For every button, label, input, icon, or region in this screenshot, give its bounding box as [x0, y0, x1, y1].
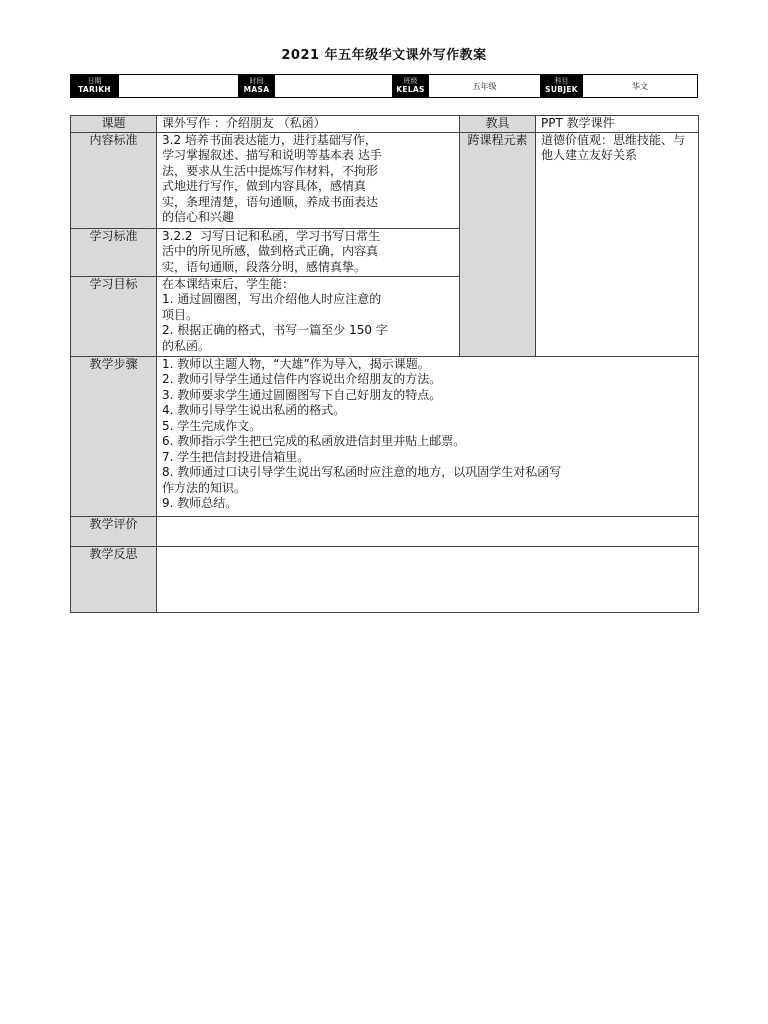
step-item: 7. 学生把信封投进信箱里。 [162, 449, 310, 464]
steps-value [157, 356, 699, 516]
class-value: 五年级 [429, 75, 541, 97]
step-item: 2. 教师引导学生通过信件内容说出介绍朋友的方法。 [162, 372, 442, 386]
content-standard-line: 3.2 培养书面表达能力，进行基础写作， [162, 132, 377, 147]
date-label [71, 75, 119, 97]
content-standard-value [157, 132, 460, 228]
step-item: 4. 教师引导学生说出私函的格式。 [162, 403, 346, 417]
objectives-line: 的私函。 [162, 338, 211, 353]
time-label-ms: MASA [243, 84, 270, 94]
class-label [393, 75, 429, 97]
subject-label-ms: SUBJEK [545, 84, 578, 94]
learning-standard-line: 3.2.2 习写日记和私函，学习书写日常生 [162, 228, 381, 243]
cross-curricular-value: 道德价值观：思维技能、与他人建立友好关系 [536, 132, 699, 356]
objectives-line: 2. 根据正确的格式，书写一篇至少 150 字 [162, 323, 388, 337]
learning-standard-label: 学习标准 [71, 228, 157, 276]
steps-label: 教学步骤 [71, 356, 157, 516]
step-item: 8. 教师通过口诀引导学生说出写私函时应注意的地方，以巩固学生对私函写 [162, 465, 562, 479]
content-standard-line: 实，条理清楚，语句通顺，养成书面表达 [162, 194, 379, 209]
class-label-cn: 班级 [403, 77, 418, 86]
objectives-value [157, 276, 460, 356]
objectives-line: 1. 通过圆圈图，写出介绍他人时应注意的 [162, 292, 382, 306]
header-strip [70, 74, 698, 98]
step-item: 9. 教师总结。 [162, 496, 238, 510]
objectives-line: 项目。 [162, 307, 199, 322]
document-title: 2021 年五年级华文课外写作教案 [281, 48, 487, 63]
step-item: 1. 教师以主题人物，“大雄”作为导入，揭示课题。 [162, 356, 430, 371]
content-standard-line: 式地进行写作，做到内容具体，感情真 [162, 179, 367, 193]
learning-standard-line: 实，语句通顺，段落分明，感情真挚。 [162, 259, 367, 274]
step-item: 6. 教师指示学生把已完成的私函放进信封里并贴上邮票。 [162, 434, 466, 448]
topic-row [71, 116, 699, 133]
evaluation-value [157, 516, 699, 546]
date-label-cn: 日期 [87, 77, 102, 86]
topic-label: 课题 [71, 116, 157, 133]
subject-label-cn: 科目 [554, 77, 569, 86]
evaluation-row [71, 516, 699, 546]
content-standard-line: 法，要求从生活中提炼写作材料，不拘形 [162, 163, 379, 178]
evaluation-label: 教学评价 [71, 516, 157, 546]
subject-value: 华文 [632, 81, 648, 91]
step-item: 5. 学生完成作文。 [162, 418, 262, 433]
materials-label: 教具 [460, 116, 536, 133]
topic-value: 课外写作 ：介绍朋友 （私函） [157, 116, 460, 133]
objectives-label: 学习目标 [71, 276, 157, 356]
learning-standard-line: 活中的所见所感，做到格式正确，内容真 [162, 244, 379, 258]
content-standard-line: 的信心和兴趣 [162, 210, 235, 224]
reflection-value [157, 546, 699, 612]
time-label-cn: 时间 [249, 77, 264, 86]
materials-value: PPT 教学课件 [536, 116, 699, 133]
content-standard-row [71, 132, 699, 228]
class-label-ms: KELAS [396, 84, 425, 94]
step-item: 作方法的知识。 [162, 480, 247, 495]
step-item: 3. 教师要求学生通过圆圈图写下自己好朋友的特点。 [162, 387, 442, 402]
subject-label [541, 75, 583, 97]
content-standard-label: 内容标准 [71, 132, 157, 228]
reflection-label: 教学反思 [71, 546, 157, 612]
steps-row [71, 356, 699, 516]
date-label-ms: TARIKH [78, 84, 111, 94]
date-value [119, 75, 239, 97]
time-label [239, 75, 275, 97]
learning-standard-value [157, 228, 460, 276]
cross-curricular-label: 跨课程元素 [460, 132, 536, 356]
reflection-row [71, 546, 699, 612]
objectives-line: 在本课结束后，学生能： [162, 276, 295, 291]
content-standard-line: 学习掌握叙述、描写和说明等基本表 达手 [162, 148, 382, 162]
time-value [275, 75, 393, 97]
lesson-plan-table [70, 115, 699, 613]
